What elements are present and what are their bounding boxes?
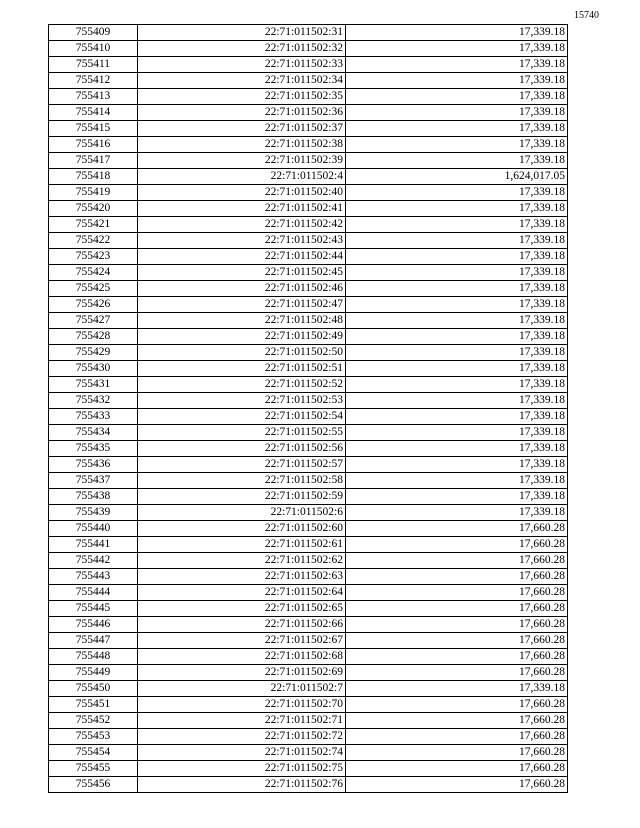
cadastral-number-cell: 22:71:011502:70: [138, 697, 346, 713]
amount-cell: 17,339.18: [346, 105, 568, 121]
table-row: [49, 201, 568, 217]
cadastral-number-cell: 22:71:011502:66: [138, 617, 346, 633]
amount-cell: 17,339.18: [346, 185, 568, 201]
amount-cell: 17,339.18: [346, 25, 568, 41]
amount-cell: 17,660.28: [346, 521, 568, 537]
cadastral-number-cell: 22:71:011502:74: [138, 745, 346, 761]
record-id-cell: 755452: [49, 713, 138, 729]
cadastral-number-cell: 22:71:011502:42: [138, 217, 346, 233]
cadastral-number-cell: 22:71:011502:63: [138, 569, 346, 585]
cadastral-number-cell: 22:71:011502:69: [138, 665, 346, 681]
record-id-cell: 755418: [49, 169, 138, 185]
table-row: [49, 313, 568, 329]
table-row: [49, 713, 568, 729]
amount-cell: 17,339.18: [346, 73, 568, 89]
amount-cell: 1,624,017.05: [346, 169, 568, 185]
cadastral-number-cell: 22:71:011502:59: [138, 489, 346, 505]
table-row: [49, 505, 568, 521]
cadastral-number-cell: 22:71:011502:47: [138, 297, 346, 313]
table-row: [49, 409, 568, 425]
record-id-cell: 755447: [49, 633, 138, 649]
cadastral-number-cell: 22:71:011502:48: [138, 313, 346, 329]
amount-cell: 17,339.18: [346, 409, 568, 425]
cadastral-number-cell: 22:71:011502:45: [138, 265, 346, 281]
table-row: [49, 553, 568, 569]
record-id-cell: 755414: [49, 105, 138, 121]
record-id-cell: 755444: [49, 585, 138, 601]
table-row: [49, 361, 568, 377]
cadastral-number-cell: 22:71:011502:34: [138, 73, 346, 89]
amount-cell: 17,339.18: [346, 681, 568, 697]
amount-cell: 17,660.28: [346, 665, 568, 681]
record-id-cell: 755450: [49, 681, 138, 697]
amount-cell: 17,339.18: [346, 137, 568, 153]
table-row: [49, 617, 568, 633]
cadastral-number-cell: 22:71:011502:6: [138, 505, 346, 521]
amount-cell: 17,339.18: [346, 121, 568, 137]
table-row: [49, 425, 568, 441]
amount-cell: 17,339.18: [346, 153, 568, 169]
amount-cell: 17,339.18: [346, 201, 568, 217]
table-row: [49, 153, 568, 169]
table-row: [49, 777, 568, 793]
record-id-cell: 755419: [49, 185, 138, 201]
record-id-cell: 755429: [49, 345, 138, 361]
record-id-cell: 755436: [49, 457, 138, 473]
amount-cell: 17,660.28: [346, 569, 568, 585]
table-row: [49, 265, 568, 281]
table-row: [49, 633, 568, 649]
parcel-value-table: [48, 24, 568, 793]
record-id-cell: 755456: [49, 777, 138, 793]
cadastral-number-cell: 22:71:011502:43: [138, 233, 346, 249]
amount-cell: 17,339.18: [346, 361, 568, 377]
table-row: [49, 729, 568, 745]
amount-cell: 17,660.28: [346, 761, 568, 777]
record-id-cell: 755412: [49, 73, 138, 89]
cadastral-number-cell: 22:71:011502:32: [138, 41, 346, 57]
amount-cell: 17,660.28: [346, 697, 568, 713]
amount-cell: 17,339.18: [346, 249, 568, 265]
amount-cell: 17,339.18: [346, 89, 568, 105]
table-row: [49, 585, 568, 601]
cadastral-number-cell: 22:71:011502:50: [138, 345, 346, 361]
record-id-cell: 755428: [49, 329, 138, 345]
cadastral-number-cell: 22:71:011502:60: [138, 521, 346, 537]
record-id-cell: 755409: [49, 25, 138, 41]
cadastral-number-cell: 22:71:011502:41: [138, 201, 346, 217]
amount-cell: 17,339.18: [346, 57, 568, 73]
amount-cell: 17,660.28: [346, 633, 568, 649]
record-id-cell: 755432: [49, 393, 138, 409]
table-row: [49, 345, 568, 361]
table-row: [49, 601, 568, 617]
cadastral-number-cell: 22:71:011502:58: [138, 473, 346, 489]
table-row: [49, 137, 568, 153]
amount-cell: 17,660.28: [346, 537, 568, 553]
cadastral-number-cell: 22:71:011502:56: [138, 441, 346, 457]
cadastral-number-cell: 22:71:011502:37: [138, 121, 346, 137]
amount-cell: 17,339.18: [346, 297, 568, 313]
record-id-cell: 755434: [49, 425, 138, 441]
record-id-cell: 755441: [49, 537, 138, 553]
cadastral-number-cell: 22:71:011502:40: [138, 185, 346, 201]
amount-cell: 17,339.18: [346, 377, 568, 393]
cadastral-number-cell: 22:71:011502:62: [138, 553, 346, 569]
amount-cell: 17,660.28: [346, 553, 568, 569]
table-row: [49, 649, 568, 665]
cadastral-number-cell: 22:71:011502:76: [138, 777, 346, 793]
record-id-cell: 755438: [49, 489, 138, 505]
record-id-cell: 755417: [49, 153, 138, 169]
amount-cell: 17,660.28: [346, 585, 568, 601]
amount-cell: 17,339.18: [346, 393, 568, 409]
record-id-cell: 755453: [49, 729, 138, 745]
table-body: [49, 25, 568, 793]
table-row: [49, 745, 568, 761]
table-row: [49, 457, 568, 473]
table-row: [49, 761, 568, 777]
cadastral-number-cell: 22:71:011502:72: [138, 729, 346, 745]
record-id-cell: 755439: [49, 505, 138, 521]
amount-cell: 17,339.18: [346, 265, 568, 281]
record-id-cell: 755423: [49, 249, 138, 265]
table-row: [49, 489, 568, 505]
record-id-cell: 755415: [49, 121, 138, 137]
table-row: [49, 249, 568, 265]
record-id-cell: 755427: [49, 313, 138, 329]
table-row: [49, 569, 568, 585]
amount-cell: 17,339.18: [346, 441, 568, 457]
record-id-cell: 755410: [49, 41, 138, 57]
cadastral-number-cell: 22:71:011502:7: [138, 681, 346, 697]
cadastral-number-cell: 22:71:011502:4: [138, 169, 346, 185]
table-row: [49, 57, 568, 73]
record-id-cell: 755411: [49, 57, 138, 73]
record-id-cell: 755413: [49, 89, 138, 105]
table-row: [49, 185, 568, 201]
amount-cell: 17,660.28: [346, 713, 568, 729]
cadastral-number-cell: 22:71:011502:65: [138, 601, 346, 617]
cadastral-number-cell: 22:71:011502:67: [138, 633, 346, 649]
amount-cell: 17,339.18: [346, 489, 568, 505]
amount-cell: 17,339.18: [346, 457, 568, 473]
amount-cell: 17,339.18: [346, 217, 568, 233]
record-id-cell: 755443: [49, 569, 138, 585]
table-row: [49, 169, 568, 185]
record-id-cell: 755446: [49, 617, 138, 633]
record-id-cell: 755430: [49, 361, 138, 377]
table-row: [49, 233, 568, 249]
table-row: [49, 281, 568, 297]
record-id-cell: 755448: [49, 649, 138, 665]
cadastral-number-cell: 22:71:011502:53: [138, 393, 346, 409]
record-id-cell: 755433: [49, 409, 138, 425]
cadastral-number-cell: 22:71:011502:33: [138, 57, 346, 73]
amount-cell: 17,339.18: [346, 233, 568, 249]
table-row: [49, 393, 568, 409]
record-id-cell: 755421: [49, 217, 138, 233]
cadastral-number-cell: 22:71:011502:61: [138, 537, 346, 553]
record-id-cell: 755455: [49, 761, 138, 777]
cadastral-number-cell: 22:71:011502:44: [138, 249, 346, 265]
cadastral-number-cell: 22:71:011502:68: [138, 649, 346, 665]
cadastral-number-cell: 22:71:011502:46: [138, 281, 346, 297]
table-row: [49, 89, 568, 105]
table-row: [49, 441, 568, 457]
cadastral-number-cell: 22:71:011502:51: [138, 361, 346, 377]
cadastral-number-cell: 22:71:011502:71: [138, 713, 346, 729]
cadastral-number-cell: 22:71:011502:49: [138, 329, 346, 345]
table-row: [49, 665, 568, 681]
table-row: [49, 329, 568, 345]
record-id-cell: 755425: [49, 281, 138, 297]
table-row: [49, 25, 568, 41]
amount-cell: 17,339.18: [346, 505, 568, 521]
table-row: [49, 105, 568, 121]
record-id-cell: 755416: [49, 137, 138, 153]
table-row: [49, 377, 568, 393]
table-row: [49, 681, 568, 697]
record-id-cell: 755451: [49, 697, 138, 713]
record-id-cell: 755449: [49, 665, 138, 681]
cadastral-number-cell: 22:71:011502:55: [138, 425, 346, 441]
record-id-cell: 755442: [49, 553, 138, 569]
cadastral-number-cell: 22:71:011502:38: [138, 137, 346, 153]
amount-cell: 17,339.18: [346, 425, 568, 441]
record-id-cell: 755431: [49, 377, 138, 393]
cadastral-number-cell: 22:71:011502:36: [138, 105, 346, 121]
amount-cell: 17,660.28: [346, 649, 568, 665]
record-id-cell: 755422: [49, 233, 138, 249]
table-row: [49, 537, 568, 553]
table-row: [49, 121, 568, 137]
record-id-cell: 755426: [49, 297, 138, 313]
cadastral-number-cell: 22:71:011502:54: [138, 409, 346, 425]
table-row: [49, 521, 568, 537]
amount-cell: 17,660.28: [346, 777, 568, 793]
record-id-cell: 755440: [49, 521, 138, 537]
page-number: 15740: [574, 10, 599, 21]
record-id-cell: 755437: [49, 473, 138, 489]
cadastral-number-cell: 22:71:011502:64: [138, 585, 346, 601]
record-id-cell: 755445: [49, 601, 138, 617]
cadastral-number-cell: 22:71:011502:57: [138, 457, 346, 473]
cadastral-number-cell: 22:71:011502:39: [138, 153, 346, 169]
amount-cell: 17,660.28: [346, 745, 568, 761]
amount-cell: 17,339.18: [346, 345, 568, 361]
amount-cell: 17,339.18: [346, 313, 568, 329]
amount-cell: 17,660.28: [346, 617, 568, 633]
record-id-cell: 755435: [49, 441, 138, 457]
amount-cell: 17,660.28: [346, 729, 568, 745]
table-row: [49, 473, 568, 489]
table-row: [49, 217, 568, 233]
table-row: [49, 41, 568, 57]
amount-cell: 17,660.28: [346, 601, 568, 617]
cadastral-number-cell: 22:71:011502:35: [138, 89, 346, 105]
amount-cell: 17,339.18: [346, 329, 568, 345]
record-id-cell: 755454: [49, 745, 138, 761]
record-id-cell: 755424: [49, 265, 138, 281]
table-row: [49, 297, 568, 313]
cadastral-number-cell: 22:71:011502:75: [138, 761, 346, 777]
cadastral-number-cell: 22:71:011502:52: [138, 377, 346, 393]
record-id-cell: 755420: [49, 201, 138, 217]
amount-cell: 17,339.18: [346, 281, 568, 297]
table-row: [49, 73, 568, 89]
amount-cell: 17,339.18: [346, 473, 568, 489]
amount-cell: 17,339.18: [346, 41, 568, 57]
cadastral-number-cell: 22:71:011502:31: [138, 25, 346, 41]
table-row: [49, 697, 568, 713]
